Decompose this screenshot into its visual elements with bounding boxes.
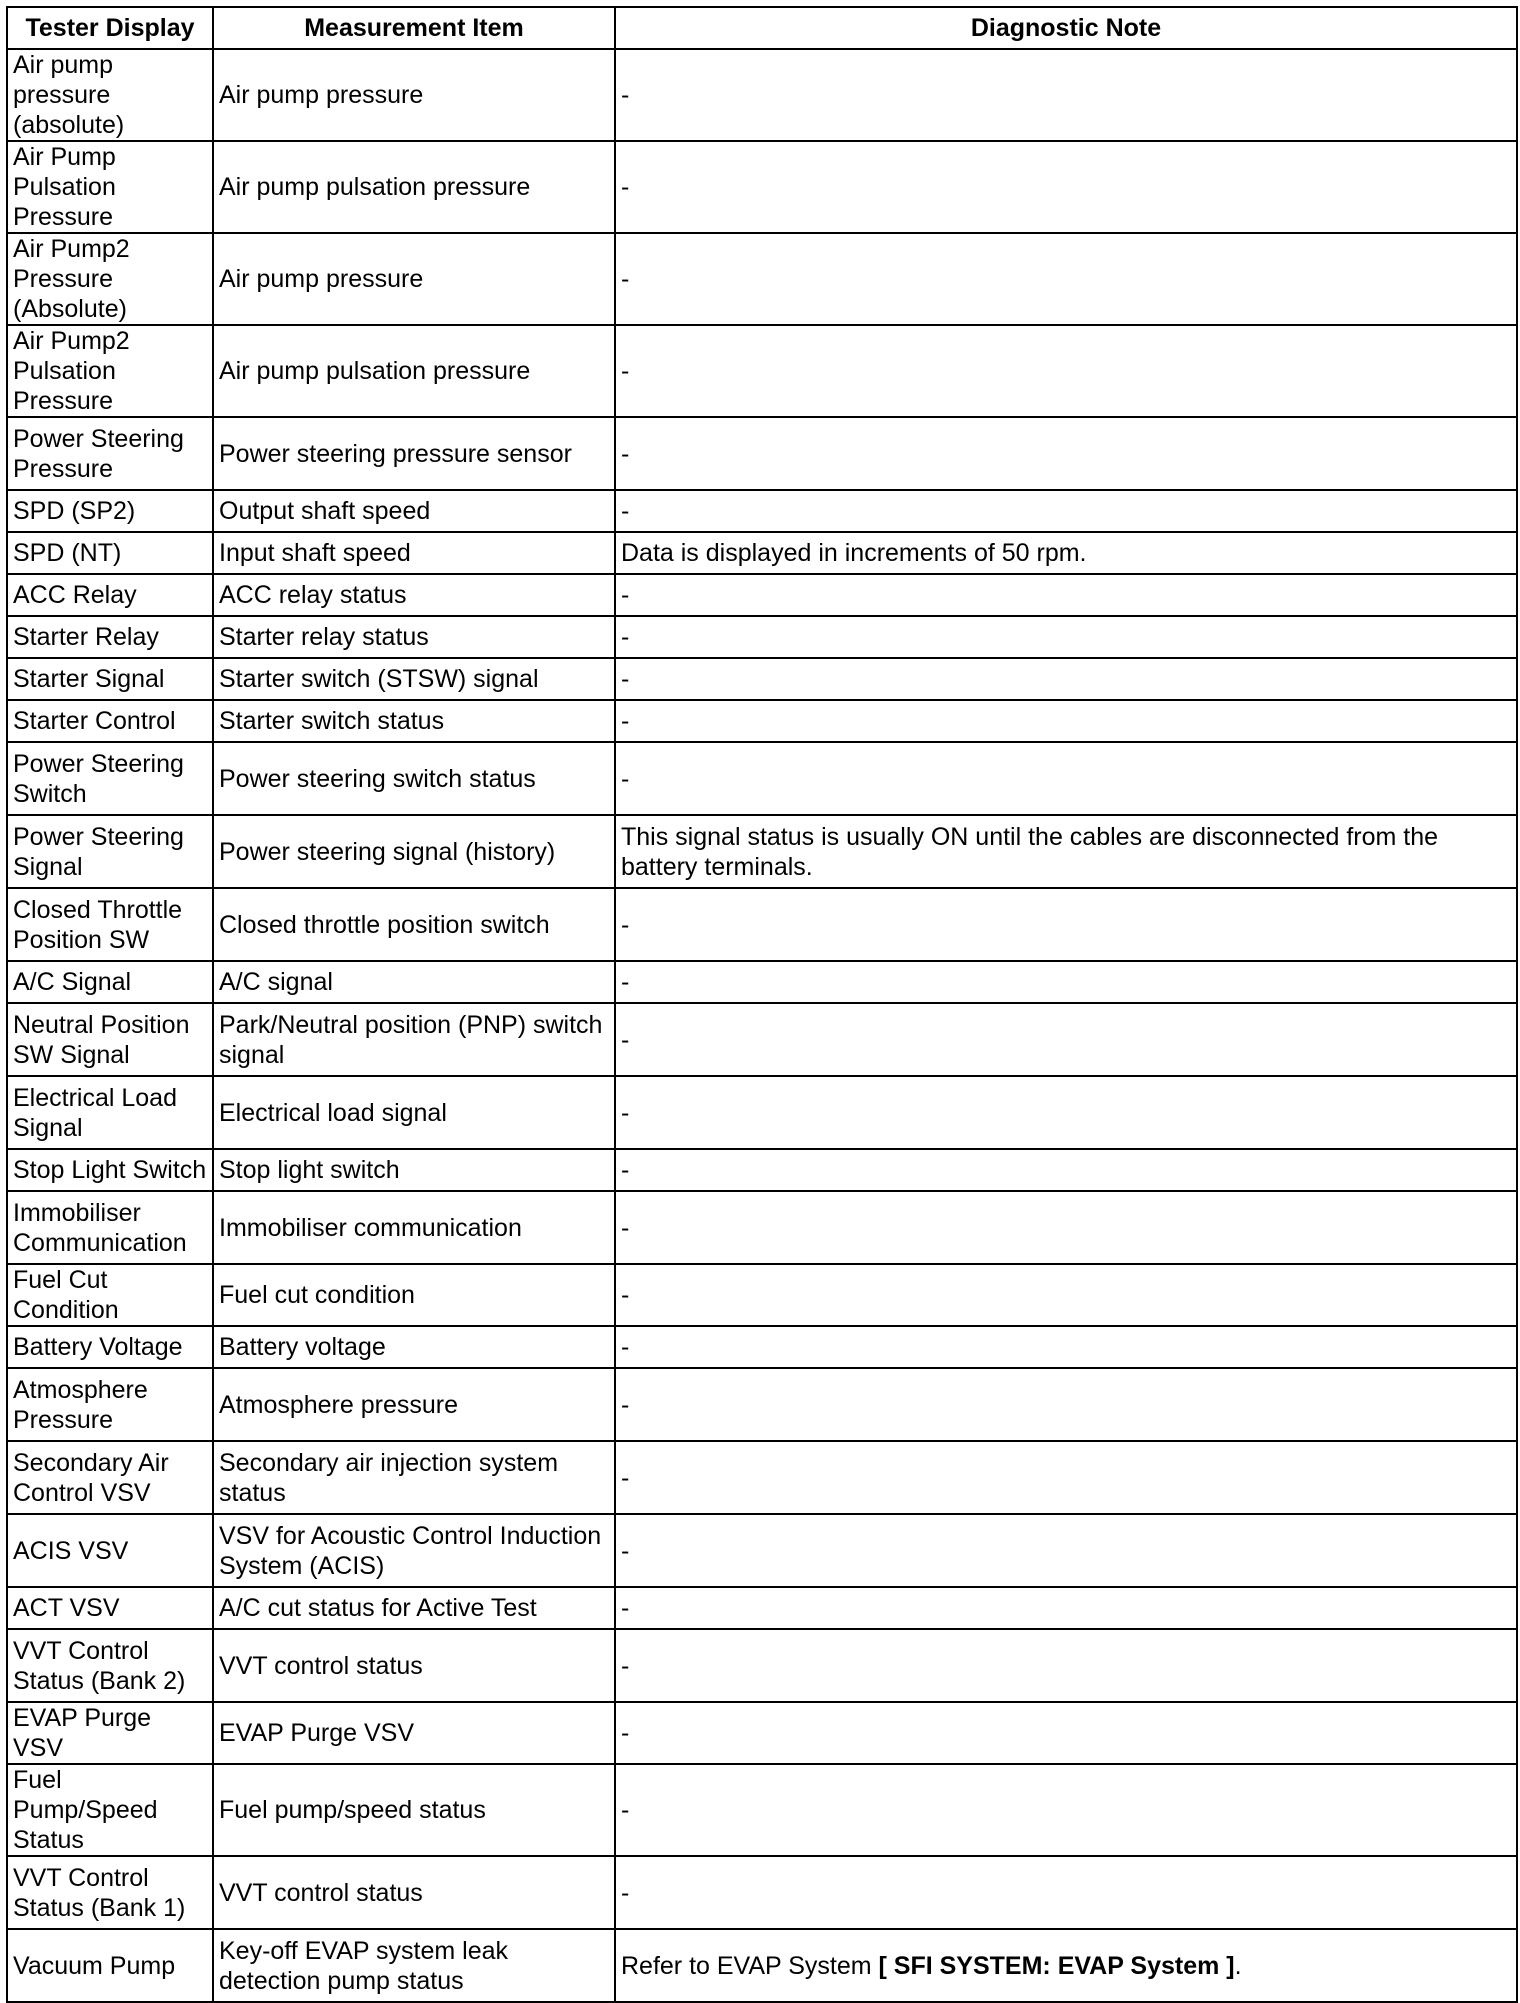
measurement-item-cell: Immobiliser communication bbox=[213, 1191, 615, 1264]
measurement-item-cell: Air pump pressure bbox=[213, 49, 615, 141]
tester-display-cell: VVT Control Status (Bank 1) bbox=[7, 1856, 213, 1929]
measurement-item-cell: EVAP Purge VSV bbox=[213, 1702, 615, 1764]
measurement-item-cell: A/C signal bbox=[213, 961, 615, 1003]
diagnostic-note-cell: - bbox=[615, 888, 1517, 961]
tester-display-cell: ACC Relay bbox=[7, 574, 213, 616]
measurement-item-cell: VVT control status bbox=[213, 1629, 615, 1702]
diagnostic-note-cell: - bbox=[615, 1856, 1517, 1929]
header-measurement-item: Measurement Item bbox=[213, 7, 615, 49]
table-row bbox=[7, 1587, 1517, 1629]
table-row bbox=[7, 1929, 1517, 2002]
table-row bbox=[7, 141, 1517, 233]
tester-display-cell: ACIS VSV bbox=[7, 1514, 213, 1587]
table-row bbox=[7, 700, 1517, 742]
diagnostic-note-cell: - bbox=[615, 658, 1517, 700]
tester-display-cell: Neutral Position SW Signal bbox=[7, 1003, 213, 1076]
tester-display-cell: Starter Relay bbox=[7, 616, 213, 658]
diagnostic-note-cell: - bbox=[615, 49, 1517, 141]
evap-system-reference-link[interactable]: [ SFI SYSTEM: EVAP System ] bbox=[878, 1951, 1235, 1980]
table-row bbox=[7, 1856, 1517, 1929]
measurement-item-cell: Battery voltage bbox=[213, 1326, 615, 1368]
table-row bbox=[7, 1702, 1517, 1764]
table-row bbox=[7, 1514, 1517, 1587]
note-prefix: Refer to EVAP System bbox=[621, 1951, 879, 1980]
diagnostic-note-cell: - bbox=[615, 1191, 1517, 1264]
table-row bbox=[7, 742, 1517, 815]
measurement-item-cell: Fuel pump/speed status bbox=[213, 1764, 615, 1856]
table-row bbox=[7, 658, 1517, 700]
diagnostic-note-cell bbox=[615, 1929, 1517, 2002]
tester-display-cell: Fuel Pump/Speed Status bbox=[7, 1764, 213, 1856]
measurement-item-cell: Output shaft speed bbox=[213, 490, 615, 532]
header-diagnostic-note: Diagnostic Note bbox=[615, 7, 1517, 49]
table-row bbox=[7, 815, 1517, 888]
measurement-item-cell: Key-off EVAP system leak detection pump status bbox=[213, 1929, 615, 2002]
header-row bbox=[7, 7, 1517, 49]
table-row bbox=[7, 532, 1517, 574]
diagnostic-note-cell: - bbox=[615, 1076, 1517, 1149]
tester-display-cell: Fuel Cut Condition bbox=[7, 1264, 213, 1326]
tester-display-cell: EVAP Purge VSV bbox=[7, 1702, 213, 1764]
diagnostic-note-cell: - bbox=[615, 141, 1517, 233]
table-row bbox=[7, 1326, 1517, 1368]
measurement-item-cell: Air pump pulsation pressure bbox=[213, 141, 615, 233]
diagnostic-note-cell: - bbox=[615, 700, 1517, 742]
measurement-item-cell: Starter switch (STSW) signal bbox=[213, 658, 615, 700]
measurement-item-cell: ACC relay status bbox=[213, 574, 615, 616]
diagnostic-note-cell: - bbox=[615, 1587, 1517, 1629]
diagnostic-note-cell: - bbox=[615, 1368, 1517, 1441]
tester-display-cell: Air pump pressure (absolute) bbox=[7, 49, 213, 141]
diagnostic-note-cell: - bbox=[615, 233, 1517, 325]
table-row bbox=[7, 49, 1517, 141]
diagnostic-note-cell: - bbox=[615, 490, 1517, 532]
table-row bbox=[7, 1764, 1517, 1856]
measurement-item-cell: Stop light switch bbox=[213, 1149, 615, 1191]
tester-display-cell: Vacuum Pump bbox=[7, 1929, 213, 2002]
diagnostic-note-cell: This signal status is usually ON until the cables are disconnected from the battery terminals. bbox=[615, 815, 1517, 888]
diagnostic-note-cell: - bbox=[615, 742, 1517, 815]
measurement-item-cell: Air pump pressure bbox=[213, 233, 615, 325]
diagnostic-note-cell: - bbox=[615, 417, 1517, 490]
table-row bbox=[7, 888, 1517, 961]
table-row bbox=[7, 1441, 1517, 1514]
measurement-item-cell: Fuel cut condition bbox=[213, 1264, 615, 1326]
diagnostic-note-cell: - bbox=[615, 1003, 1517, 1076]
measurement-item-cell: VVT control status bbox=[213, 1856, 615, 1929]
tester-display-cell: A/C Signal bbox=[7, 961, 213, 1003]
measurement-item-cell: Power steering pressure sensor bbox=[213, 417, 615, 490]
tester-display-cell: Power Steering Pressure bbox=[7, 417, 213, 490]
tester-display-cell: Air Pump2 Pressure (Absolute) bbox=[7, 233, 213, 325]
tester-display-cell: Air Pump2 Pulsation Pressure bbox=[7, 325, 213, 417]
table-row bbox=[7, 233, 1517, 325]
diagnostic-note-cell: - bbox=[615, 1264, 1517, 1326]
diagnostic-note-cell: - bbox=[615, 1629, 1517, 1702]
table-row bbox=[7, 1003, 1517, 1076]
diagnostic-note-cell: - bbox=[615, 1441, 1517, 1514]
tester-display-cell: VVT Control Status (Bank 2) bbox=[7, 1629, 213, 1702]
diagnostic-note-cell: - bbox=[615, 1326, 1517, 1368]
tester-display-cell: Power Steering Switch bbox=[7, 742, 213, 815]
measurement-item-cell: Starter switch status bbox=[213, 700, 615, 742]
measurement-item-cell: Closed throttle position switch bbox=[213, 888, 615, 961]
tester-display-cell: Atmosphere Pressure bbox=[7, 1368, 213, 1441]
measurement-item-cell: Power steering signal (history) bbox=[213, 815, 615, 888]
tester-display-cell: ACT VSV bbox=[7, 1587, 213, 1629]
note-suffix: . bbox=[1234, 1951, 1242, 1980]
table-row bbox=[7, 1629, 1517, 1702]
table-row bbox=[7, 1191, 1517, 1264]
table-row bbox=[7, 1076, 1517, 1149]
tester-display-cell: Power Steering Signal bbox=[7, 815, 213, 888]
diagnostic-note-cell: - bbox=[615, 616, 1517, 658]
tester-display-cell: Closed Throttle Position SW bbox=[7, 888, 213, 961]
diagnostic-data-table bbox=[6, 6, 1518, 2003]
tester-display-cell: Stop Light Switch bbox=[7, 1149, 213, 1191]
measurement-item-cell: Atmosphere pressure bbox=[213, 1368, 615, 1441]
header-tester-display: Tester Display bbox=[7, 7, 213, 49]
table-row bbox=[7, 1149, 1517, 1191]
table-row bbox=[7, 490, 1517, 532]
diagnostic-note-cell: - bbox=[615, 1514, 1517, 1587]
measurement-item-cell: Power steering switch status bbox=[213, 742, 615, 815]
measurement-item-cell: Park/Neutral position (PNP) switch signal bbox=[213, 1003, 615, 1076]
diagnostic-note-cell: - bbox=[615, 574, 1517, 616]
diagnostic-note-cell: Data is displayed in increments of 50 rpm. bbox=[615, 532, 1517, 574]
tester-display-cell: Battery Voltage bbox=[7, 1326, 213, 1368]
measurement-item-cell: VSV for Acoustic Control Induction System (ACIS) bbox=[213, 1514, 615, 1587]
diagnostic-note-cell: - bbox=[615, 1149, 1517, 1191]
tester-display-cell: Electrical Load Signal bbox=[7, 1076, 213, 1149]
measurement-item-cell: A/C cut status for Active Test bbox=[213, 1587, 615, 1629]
table-row bbox=[7, 1264, 1517, 1326]
diagnostic-note-cell: - bbox=[615, 1764, 1517, 1856]
table-row bbox=[7, 574, 1517, 616]
measurement-item-cell: Electrical load signal bbox=[213, 1076, 615, 1149]
table-row bbox=[7, 417, 1517, 490]
table-row bbox=[7, 1368, 1517, 1441]
tester-display-cell: Secondary Air Control VSV bbox=[7, 1441, 213, 1514]
tester-display-cell: Starter Control bbox=[7, 700, 213, 742]
table-row bbox=[7, 616, 1517, 658]
table-row bbox=[7, 961, 1517, 1003]
diagnostic-note-cell: - bbox=[615, 961, 1517, 1003]
table-row bbox=[7, 325, 1517, 417]
diagnostic-note-cell: - bbox=[615, 325, 1517, 417]
measurement-item-cell: Secondary air injection system status bbox=[213, 1441, 615, 1514]
measurement-item-cell: Air pump pulsation pressure bbox=[213, 325, 615, 417]
tester-display-cell: SPD (NT) bbox=[7, 532, 213, 574]
tester-display-cell: Starter Signal bbox=[7, 658, 213, 700]
tester-display-cell: SPD (SP2) bbox=[7, 490, 213, 532]
measurement-item-cell: Input shaft speed bbox=[213, 532, 615, 574]
tester-display-cell: Immobiliser Communication bbox=[7, 1191, 213, 1264]
measurement-item-cell: Starter relay status bbox=[213, 616, 615, 658]
diagnostic-note-cell: - bbox=[615, 1702, 1517, 1764]
tester-display-cell: Air Pump Pulsation Pressure bbox=[7, 141, 213, 233]
